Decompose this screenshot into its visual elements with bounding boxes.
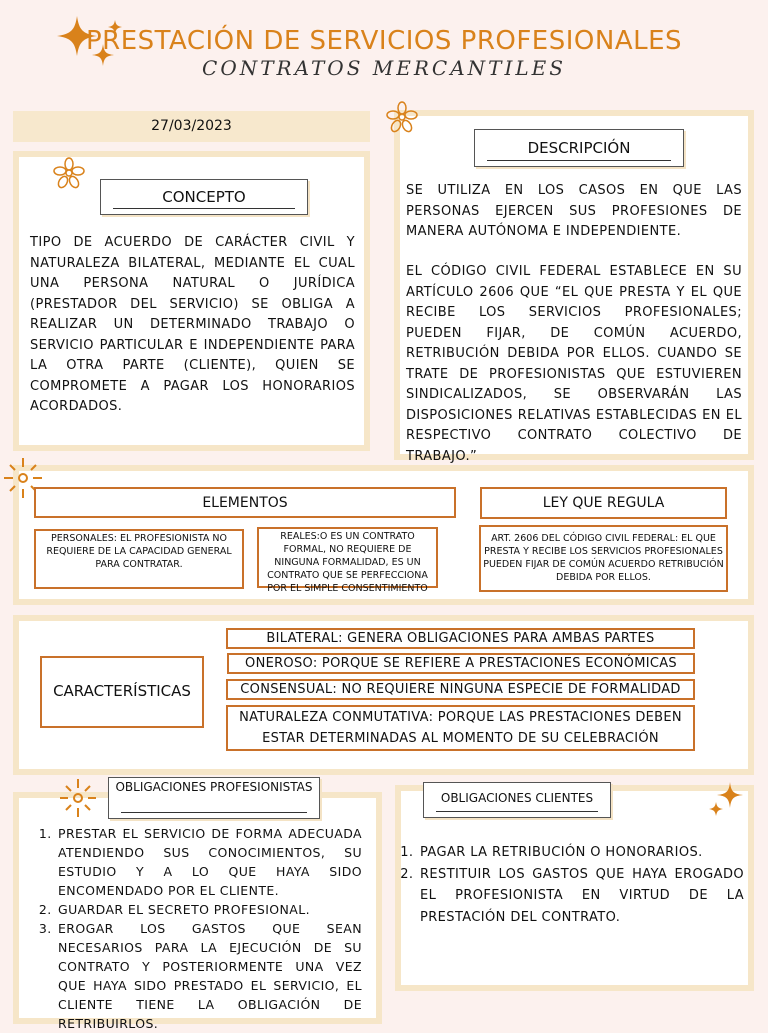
descripcion-text-2: EL CÓDIGO CIVIL FEDERAL ESTABLECE EN SU ARTÍCULO 2606 QUE “EL QUE PRESTA Y EL QUE RECIBE LOS SERVICIOS PROFESIONALES; PUEDEN FIJAR, DE COMÚN ACUERDO, RETRIBUCIÓN DEBIDA POR ELLOS. CUANDO SE TRATE DE PROFESIONISTAS QUE ESTUVIEREN SINDICALIZADOS, SE OBSERVARÁN LAS DISPOSICIONES RELATIVAS ESTABLECIDAS EN EL RESPECTIVO CONTRATO COLECTIVO DE TRABAJO.” <box>406 264 742 464</box>
caracteristica-item: NATURALEZA CONMUTATIVA: PORQUE LAS PRESTACIONES DEBEN ESTAR DETERMINADAS AL MOMENTO DE SU CELEBRACIÓN <box>226 705 695 751</box>
sparkle-icon <box>708 780 748 818</box>
page-subtitle: CONTRATOS MERCANTILES <box>202 56 566 80</box>
descripcion-text-1: SE UTILIZA EN LOS CASOS EN QUE LAS PERSONAS EJERCEN SUS PROFESIONES DE MANERA AUTÓNOMA E INDEPENDIENTE. <box>406 183 742 239</box>
list-item: 1. PAGAR LA RETRIBUCIÓN O HONORARIOS. <box>418 842 744 864</box>
sun-icon <box>58 776 98 820</box>
flower-icon <box>52 156 86 190</box>
oblig-prof-heading: OBLIGACIONES PROFESIONISTAS <box>108 777 320 819</box>
elemento-personales: PERSONALES: EL PROFESIONISTA NO REQUIERE DE LA CAPACIDAD GENERAL PARA CONTRATAR. <box>34 529 244 589</box>
caracteristica-item: BILATERAL: GENERA OBLIGACIONES PARA AMBAS PARTES <box>226 628 695 649</box>
page-title: PRESTACIÓN DE SERVICIOS PROFESIONALES <box>85 26 683 56</box>
list-item: 2. GUARDAR EL SECRETO PROFESIONAL. <box>56 900 362 919</box>
elementos-heading: ELEMENTOS <box>34 487 456 518</box>
list-item: 1. PRESTAR EL SERVICIO DE FORMA ADECUADA ATENDIENDO SUS CONOCIMIENTOS, SU ESTUDIO Y A LO QUE HAYA SIDO ENCOMENDADO POR EL CLIENTE. <box>56 824 362 900</box>
concepto-text: TIPO DE ACUERDO DE CARÁCTER CIVIL Y NATURALEZA BILATERAL, MEDIANTE EL CUAL UNA PERSONA NATURAL O JURÍDICA (PRESTADOR DEL SERVICIO) SE OBLIGA A REALIZAR UN DETERMINADO TRABAJO O SERVICIO PARTICULAR E INDEPENDIENTE PARA LA OTRA PARTE (CLIENTE), QUIEN SE COMPROMETE A PAGAR LOS HONORARIOS ACORDADOS. <box>30 235 355 414</box>
list-item: 2. RESTITUIR LOS GASTOS QUE HAYA EROGADO EL PROFESIONISTA EN VIRTUD DE LA PRESTACIÓN DEL CONTRATO. <box>418 864 744 929</box>
flower-icon <box>385 100 419 134</box>
ley-heading: LEY QUE REGULA <box>480 487 727 519</box>
caracteristicas-heading: CARACTERÍSTICAS <box>40 656 204 728</box>
date-bar: 27/03/2023 <box>13 111 370 142</box>
oblig-cli-heading: OBLIGACIONES CLIENTES <box>423 782 611 818</box>
caracteristica-item: ONEROSO: PORQUE SE REFIERE A PRESTACIONES ECONÓMICAS <box>227 653 695 674</box>
ley-text: ART. 2606 DEL CÓDIGO CIVIL FEDERAL: EL QUE PRESTA Y RECIBE LOS SERVICIOS PROFESIONALES PUEDEN FIJAR DE COMÚN ACUERDO RETRIBUCIÓN DEBIDA POR ELLOS. <box>479 525 728 592</box>
concepto-heading: CONCEPTO <box>100 179 308 215</box>
oblig-prof-list <box>44 824 362 1033</box>
caracteristica-item: CONSENSUAL: NO REQUIERE NINGUNA ESPECIE DE FORMALIDAD <box>226 679 695 700</box>
list-item: 3. EROGAR LOS GASTOS QUE SEAN NECESARIOS PARA LA EJECUCIÓN DE SU CONTRATO Y POSTERIORMENTE UNA VEZ QUE HAYA SIDO PRESTADO EL SERVICIO, EL CLIENTE TIENE LA OBLIGACIÓN DE RETRIBUIRLOS. <box>56 919 362 1033</box>
elemento-reales: REALES:O ES UN CONTRATO FORMAL, NO REQUIERE DE NINGUNA FORMALIDAD, ES UN CONTRATO QUE SE PERFECCIONA POR EL SIMPLE CONSENTIMIENTO <box>257 527 438 588</box>
oblig-cli-list <box>406 842 744 928</box>
descripcion-heading: DESCRIPCIÓN <box>474 129 684 167</box>
